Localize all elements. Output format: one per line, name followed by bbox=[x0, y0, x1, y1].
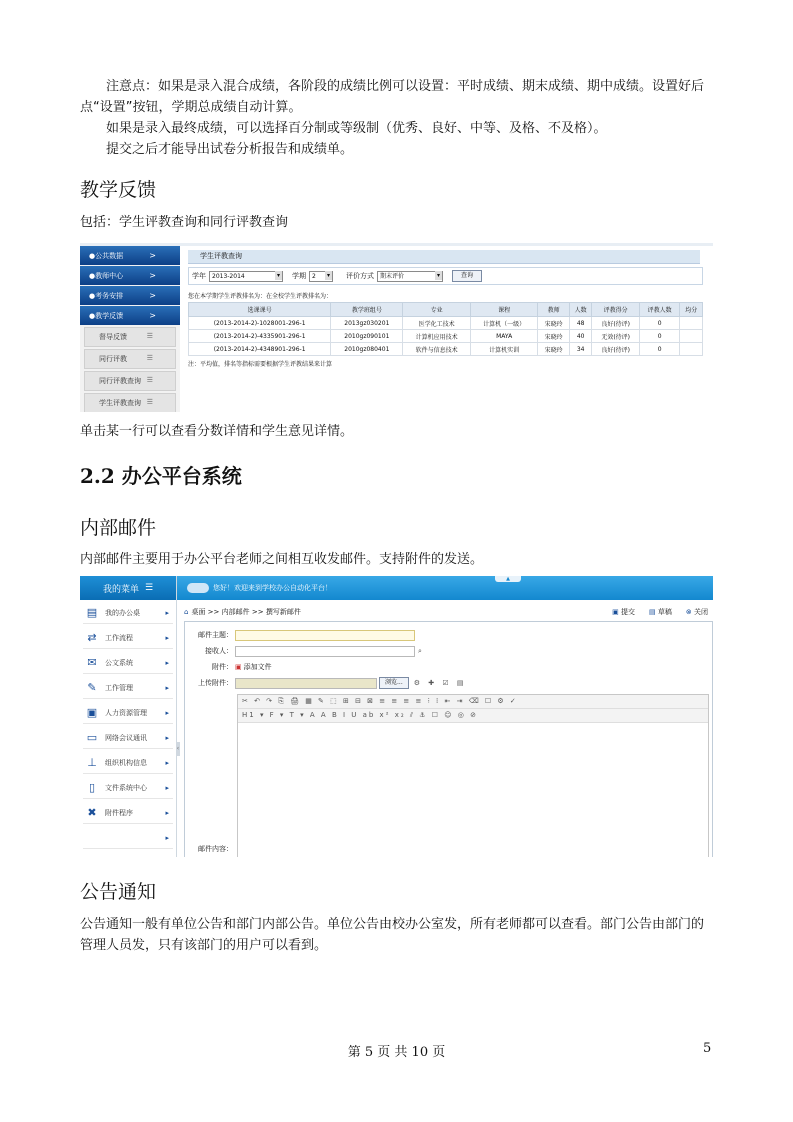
sidebar-subitem-peer[interactable]: 同行评教 ☰ bbox=[84, 349, 176, 369]
chevron-right-icon: ▸ bbox=[165, 833, 169, 842]
year-select[interactable]: 2013-2014 ▾ bbox=[209, 271, 283, 282]
chevron-down-icon: > bbox=[149, 311, 156, 320]
table-row[interactable]: (2013-2014-2)-4348901-296-1 2010gz080401 软件与信息技术 计算机实训 宋晓玲 34 良好(待评) 0 bbox=[189, 343, 703, 356]
sidebar-collapse-handle[interactable]: ‹ bbox=[176, 742, 180, 756]
upload-label: 上传附件： bbox=[198, 679, 233, 687]
chevron-right-icon: ▸ bbox=[165, 658, 169, 667]
chevron-right-icon: ▸ bbox=[165, 783, 169, 792]
sidebar-item-public[interactable]: ● 公共数据 > bbox=[80, 246, 180, 265]
submit-button[interactable]: ▣ 提交 bbox=[612, 608, 636, 616]
sidebar-item-more[interactable] bbox=[83, 827, 173, 849]
section-title-feedback: 教学反馈 bbox=[80, 179, 157, 201]
upload-path-input[interactable] bbox=[235, 678, 377, 689]
editor-toolbar-row1[interactable]: ✂ ↶ ↷ ⎘ 🖨 ▦ ✎ ⬚ ⊞ ⊟ ⊠ ≡ ≡ ≡ ≡ ⁝ ⁞ ⇤ ⇥ ⌫ ☐ ⚙ ✓ bbox=[238, 695, 708, 709]
ranking-hint: 您在本学期学生评教排名为：在全校学生评教排名为： bbox=[188, 293, 333, 300]
chevron-right-icon: ▸ bbox=[165, 758, 169, 767]
sidebar-item-tools[interactable]: ✖ 附件程序 ▸ bbox=[83, 802, 173, 824]
feedback-desc: 包括：学生评教查询和同行评教查询 bbox=[80, 215, 289, 230]
list-icon: ☰ bbox=[146, 354, 153, 362]
body-label: 邮件内容： bbox=[198, 845, 233, 853]
office-sidebar bbox=[80, 576, 177, 857]
chevron-right-icon: ▸ bbox=[165, 808, 169, 817]
browse-button[interactable]: 浏览... bbox=[379, 677, 409, 689]
draft-button[interactable]: ▤ 草稿 bbox=[649, 608, 672, 616]
mail-desc: 内部邮件主要用于办公平台老师之间相互收发邮件。支持附件的发送。 bbox=[80, 552, 484, 567]
sidebar-item-feedback[interactable]: ● 教学反馈 > bbox=[80, 306, 180, 325]
edit-icon: ✎ bbox=[87, 680, 97, 694]
sidebar-item-exam[interactable]: ● 考务安排 > bbox=[80, 286, 180, 305]
file-icon: ▯ bbox=[88, 780, 96, 794]
table-header-row: 选课课号 教学班组号 专业 课程 教师 人数 评教得分 评教人数 均分 bbox=[189, 303, 703, 317]
subject-input[interactable] bbox=[235, 630, 415, 641]
section-title-notice: 公告通知 bbox=[80, 881, 157, 903]
feedback-after-text: 单击某一行可以查看分数详情和学生意见详情。 bbox=[80, 424, 354, 439]
sidebar-item-teacher[interactable]: ● 教师中心 > bbox=[80, 266, 180, 285]
editor-toolbar-row2[interactable]: H1 ▾ F ▾ T ▾ A A B I U ab x² x₂ ⫽ ⚓ ☐ ☺ ◎ ⊘ bbox=[238, 709, 708, 723]
recipient-label: 接收人： bbox=[205, 647, 233, 655]
evaluation-type-select[interactable]: 期末评价 ▾ bbox=[377, 271, 443, 282]
submit-paragraph: 提交之后才能导出试卷分析报告和成绩单。 bbox=[106, 142, 354, 157]
monitor-icon: ▭ bbox=[86, 730, 98, 744]
attachment-label: 附件： bbox=[212, 663, 233, 671]
notice-desc: 公告通知一般有单位公告和部门内部公告。单位公告由校办公室发，所有老师都可以查看。部门公告由部门的管理人员发，只有该部门的用户可以看到。 bbox=[80, 917, 705, 953]
menu-list-icon: ☰ bbox=[144, 583, 154, 593]
rich-text-editor[interactable] bbox=[237, 694, 709, 857]
add-file-icon: ▣ bbox=[235, 663, 242, 671]
student-evaluation-screenshot bbox=[80, 243, 713, 412]
list-icon: ☰ bbox=[146, 376, 153, 384]
welcome-text: 您好！欢迎来到学校办公自动化平台！ bbox=[213, 584, 332, 592]
desk-icon: ▤ bbox=[86, 605, 98, 619]
chevron-right-icon: > bbox=[149, 251, 156, 260]
list-icon: ☰ bbox=[146, 398, 153, 406]
compose-form bbox=[184, 621, 713, 857]
sidebar-item-work-mgmt[interactable]: ✎ 工作管理 ▸ bbox=[83, 677, 173, 699]
chevron-right-icon: ▸ bbox=[165, 683, 169, 692]
collapse-top-icon[interactable]: ▲ bbox=[495, 576, 521, 582]
table-row[interactable]: (2013-2014-2)-1028001-296-1 2013gz030201 医学化工技术 计算机（一级） 宋晓玲 48 良好(待评) 0 bbox=[189, 317, 703, 330]
add-file-link[interactable]: 添加文件 bbox=[243, 663, 272, 671]
home-icon: ⌂ bbox=[184, 608, 189, 616]
chevron-right-icon: > bbox=[149, 291, 156, 300]
sidebar-item-desk[interactable]: ▤ 我的办公桌 ▸ bbox=[83, 602, 173, 624]
sidebar-subitem-supervision[interactable]: 督导反馈 ☰ bbox=[84, 327, 176, 347]
submit-icon: ▣ bbox=[612, 608, 619, 616]
chevron-right-icon: ▸ bbox=[165, 733, 169, 742]
recipient-input[interactable] bbox=[235, 646, 415, 657]
close-icon: ⊗ bbox=[685, 608, 692, 616]
sidebar-subitem-peer-query[interactable]: 同行评教查询 ☰ bbox=[84, 371, 176, 391]
envelope-icon: ✉ bbox=[87, 655, 97, 669]
breadcrumb: ⌂ 桌面 >> 内部邮件 >> 撰写新邮件 ▣ 提交 ▤ 草稿 ⊗ 关闭 bbox=[184, 608, 708, 616]
upload-tools-icons[interactable]: ⚙ ✚ ☑ ▤ bbox=[413, 679, 467, 687]
tools-icon: ✖ bbox=[87, 805, 97, 819]
main-panel bbox=[188, 250, 713, 368]
chevron-right-icon: ▸ bbox=[165, 633, 169, 642]
section-title-mail: 内部邮件 bbox=[80, 517, 157, 539]
id-card-icon: ▣ bbox=[86, 705, 98, 719]
evaluation-table bbox=[188, 302, 703, 356]
section-title-office: 2.2 办公平台系统 bbox=[80, 464, 242, 488]
table-note: 注：平均值，排名等指标需要根据学生评教结果来计算 bbox=[188, 361, 333, 368]
sidebar-item-meeting[interactable]: ▭ 网络会议通讯 ▸ bbox=[83, 727, 173, 749]
query-button[interactable]: 查询 bbox=[452, 270, 482, 282]
list-icon: ☰ bbox=[146, 332, 153, 340]
shuffle-icon: ⇄ bbox=[87, 630, 97, 644]
filter-bar: 学年 2013-2014 ▾ 学期 2 ▾ 评价方式 期末评价 ▾ 查询 bbox=[188, 267, 703, 285]
chevron-right-icon: ▸ bbox=[165, 608, 169, 617]
page-footer: 第 5 页 共 10 页 bbox=[347, 1045, 446, 1060]
sidebar-item-workflow[interactable]: ⇄ 工作流程 ▸ bbox=[83, 627, 173, 649]
avatar bbox=[187, 583, 209, 593]
note-paragraph: 注意点：如果是录入混合成绩，各阶段的成绩比例可以设置：平时成绩、期末成绩、期中成绩。设置好后点“设置”按钮，学期总成绩自动计算。 bbox=[80, 79, 705, 115]
table-row[interactable]: (2013-2014-2)-4335901-296-1 2010gz090101 计算机应用技术 MAYA 宋晓玲 40 无效(待评) 0 bbox=[189, 330, 703, 343]
sidebar-item-files[interactable]: ▯ 文件系统中心 ▸ bbox=[83, 777, 173, 799]
sidebar-subitem-student-query[interactable]: 学生评教查询 ☰ bbox=[84, 393, 176, 412]
sitemap-icon: ⊥ bbox=[87, 755, 97, 769]
sidebar-item-org[interactable]: ⊥ 组织机构信息 ▸ bbox=[83, 752, 173, 774]
sidebar-item-documents[interactable]: ✉ 公文系统 ▸ bbox=[83, 652, 173, 674]
chevron-right-icon: > bbox=[149, 271, 156, 280]
compose-mail-screenshot bbox=[80, 576, 713, 857]
sidebar bbox=[80, 246, 180, 412]
page-number: 5 bbox=[703, 1041, 712, 1056]
search-icon[interactable]: ⌕ bbox=[418, 646, 422, 655]
chevron-right-icon: ▸ bbox=[165, 708, 169, 717]
close-button[interactable]: ⊗ 关闭 bbox=[685, 608, 708, 616]
sidebar-item-hr[interactable]: ▣ 人力资源管理 ▸ bbox=[83, 702, 173, 724]
draft-icon: ▤ bbox=[649, 608, 656, 616]
my-menu-header[interactable]: 我的菜单 ☰ bbox=[80, 576, 176, 600]
panel-title: 学生评教查询 bbox=[188, 250, 700, 264]
subject-label: 邮件主题： bbox=[198, 631, 233, 639]
semester-select[interactable]: 2 ▾ bbox=[309, 271, 333, 282]
grade-mode-paragraph: 如果是录入最终成绩，可以选择百分制或等级制（优秀、良好、中等、及格、不及格）。 bbox=[106, 121, 607, 136]
top-banner bbox=[177, 576, 713, 600]
